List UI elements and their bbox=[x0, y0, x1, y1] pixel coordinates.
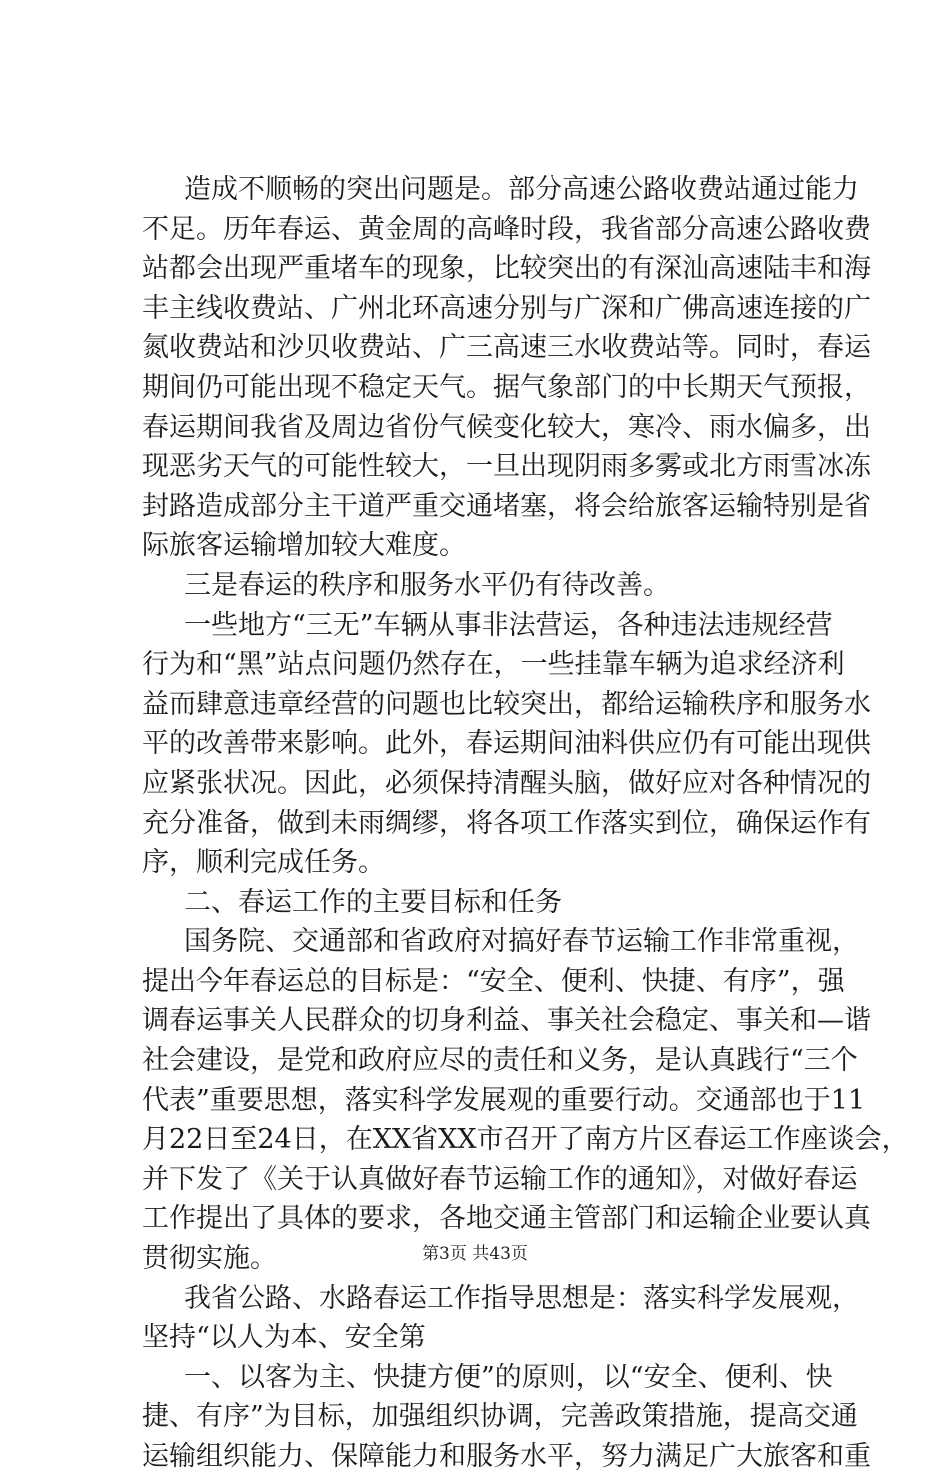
text-line: 期间仍可能出现不稳定天气。据气象部门的中长期天气预报， bbox=[142, 371, 871, 403]
text-line: 捷、有序”为目标，加强组织协调，完善政策措施，提高交通 bbox=[142, 1401, 858, 1433]
text-line: 月22日至24日，在XX省XX市召开了南方片区春运工作座谈会， bbox=[142, 1124, 909, 1156]
text-line: 行为和“黑”站点问题仍然存在，一些挂靠车辆为追求经济利 bbox=[142, 649, 845, 681]
text-line: 工作提出了具体的要求，各地交通主管部门和运输企业要认真 bbox=[142, 1203, 871, 1235]
text-line: 氮收费站和沙贝收费站、广三高速三水收费站等。同时，春运 bbox=[142, 332, 871, 364]
text-line: 封路造成部分主干道严重交通堵塞，将会给旅客运输特别是省 bbox=[142, 490, 871, 522]
text-line: 一、以客为主、快捷方便”的原则，以“安全、便利、快 bbox=[184, 1361, 833, 1393]
text-line: 造成不顺畅的突出问题是。部分高速公路收费站通过能力 bbox=[184, 174, 859, 205]
text-line: 一些地方“三无”车辆从事非法营运，各种违法违规经营 bbox=[184, 609, 833, 641]
text-line: 充分准备，做到未雨绸缪，将各项工作落实到位，确保运作有 bbox=[142, 807, 871, 839]
text-line: 春运期间我省及周边省份气候变化较大，寒冷、雨水偏多，出 bbox=[142, 411, 871, 443]
text-line: 国务院、交通部和省政府对搞好春节运输工作非常重视， bbox=[184, 926, 859, 958]
page-footer: 第3页 共43页 bbox=[422, 1244, 528, 1264]
text-line: 平的改善带来影响。此外，春运期间油料供应仍有可能出现供 bbox=[142, 728, 871, 760]
text-line: 贯彻实施。 bbox=[142, 1243, 277, 1275]
document-body bbox=[142, 170, 909, 1477]
text-line: 运输组织能力、保障能力和服务水平，努力满足广大旅客和重 bbox=[142, 1441, 871, 1472]
text-line: 调春运事关人民群众的切身利益、事关社会稳定、事关和—谐 bbox=[142, 1005, 871, 1037]
text-line: 坚持“以人为本、安全第 bbox=[142, 1322, 426, 1354]
text-line: 我省公路、水路春运工作指导思想是：落实科学发展观， bbox=[184, 1282, 859, 1314]
text-line: 不足。历年春运、黄金周的高峰时段，我省部分高速公路收费 bbox=[142, 213, 871, 245]
text-line: 现恶劣天气的可能性较大，一旦出现阴雨多雾或北方雨雪冰冻 bbox=[142, 451, 871, 483]
text-line: 际旅客运输增加较大难度。 bbox=[142, 530, 466, 562]
text-line: 三是春运的秩序和服务水平仍有待改善。 bbox=[184, 569, 670, 601]
text-line: 站都会出现严重堵车的现象，比较突出的有深汕高速陆丰和海 bbox=[142, 253, 871, 285]
text-line: 益而肆意违章经营的问题也比较突出，都给运输秩序和服务水 bbox=[142, 688, 871, 720]
text-line: 并下发了《关于认真做好春节运输工作的通知》，对做好春运 bbox=[142, 1163, 858, 1195]
text-line: 社会建设，是党和政府应尽的责任和义务，是认真践行“三个 bbox=[142, 1045, 858, 1077]
text-line: 二、春运工作的主要目标和任务 bbox=[184, 886, 562, 918]
text-line: 提出今年春运总的目标是：“安全、便利、快捷、有序”，强 bbox=[142, 965, 845, 997]
text-line: 应紧张状况。因此，必须保持清醒头脑，做好应对各种情况的 bbox=[142, 767, 871, 799]
text-line: 序，顺利完成任务。 bbox=[142, 847, 385, 879]
text-line: 代表”重要思想，落实科学发展观的重要行动。交通部也于11 bbox=[142, 1084, 866, 1116]
text-line: 丰主线收费站、广州北环高速分别与广深和广佛高速连接的广 bbox=[142, 292, 871, 324]
